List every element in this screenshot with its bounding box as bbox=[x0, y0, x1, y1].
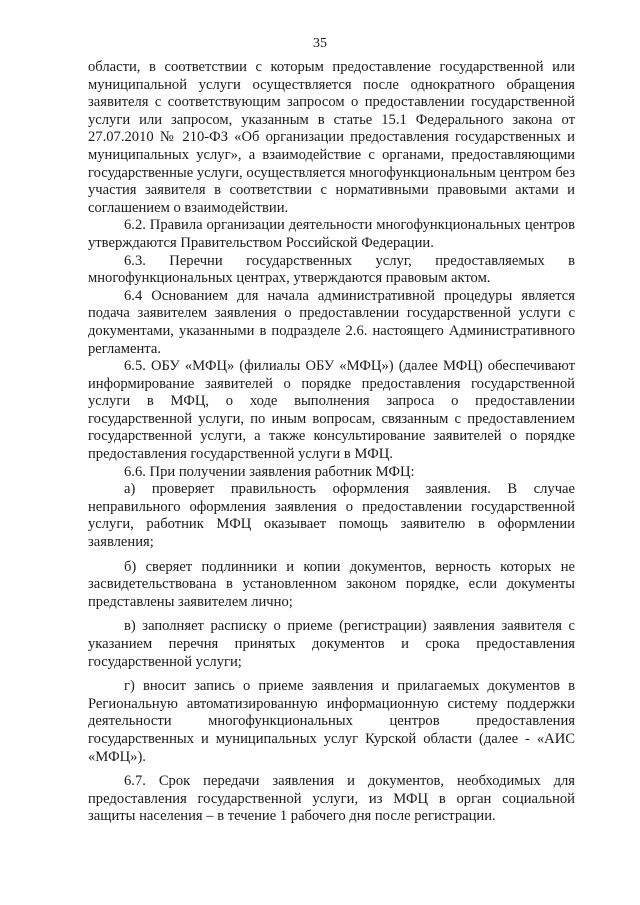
paragraph-6-4: 6.4 Основанием для начала административной процедуры является подача заявителем заявления о предоставлении государственной услуги с документами, указанными в подразделе 2.6. настоящего Административного регламента. bbox=[88, 287, 575, 357]
paragraph-6-7: 6.7. Срок передачи заявления и документов, необходимых для предоставления государственной услуги, из МФЦ в орган социальной защиты населения – в течение 1 рабочего дня после регистрации. bbox=[88, 773, 575, 825]
list-item-a: а) проверяет правильность оформления заявления. В случае неправильного оформления заявления о предоставлении государственной услуги, работник МФЦ оказывает помощь заявителю в оформлении заявления; bbox=[88, 481, 575, 551]
list-item-v: в) заполняет расписку о приеме (регистрации) заявления заявителя с указанием перечня принятых документов и срока предоставления государственной услуги; bbox=[88, 618, 575, 670]
list-item-b: б) сверяет подлинники и копии документов, верность которых не засвидетельствована в установленном законом порядке, если документы представлены заявителем лично; bbox=[88, 558, 575, 610]
paragraph-continuation: области, в соответствии с которым предоставление государственной или муниципальной услуги осуществляется после однократного обращения заявителя с соответствующим запросом о предоставлении государственной услуги или запросом, указанным в статье 15.1 Федерального закона от 27.07.2010 № 210-ФЗ «Об организации предоставления государственных и муниципальных услуг», а взаимодействие с органами, предоставляющими государственные услуги, осуществляется многофункциональным центром без участия заявителя в соответствии с нормативными правовыми актами и соглашением о взаимодействии. bbox=[88, 59, 575, 216]
paragraph-6-6: 6.6. При получении заявления работник МФЦ: bbox=[124, 463, 415, 480]
list-item-g: г) вносит запись о приеме заявления и прилагаемых документов в Региональную автоматизированную информационную систему поддержки деятельности многофункциональных центров предоставления государственных и муниципальных услуг Курской области (далее - «АИС «МФЦ»). bbox=[88, 678, 575, 765]
paragraph-6-5: 6.5. ОБУ «МФЦ» (филиалы ОБУ «МФЦ») (далее МФЦ) обеспечивают информирование заявителей о порядке предоставления государственной услуги в МФЦ, о ходе выполнения запроса о предоставлении государственной услуги, по иным вопросам, связанным с предоставлением государственной услуги, а также консультирование заявителей о порядке предоставления государственной услуги в МФЦ. bbox=[88, 358, 575, 463]
paragraph-6-2: 6.2. Правила организации деятельности многофункциональных центров утверждаются Правительством Российской Федерации. bbox=[88, 217, 575, 251]
document-body bbox=[88, 59, 575, 826]
page-number: 35 bbox=[313, 36, 327, 51]
paragraph-6-3: 6.3. Перечни государственных услуг, предоставляемых в многофункциональных центрах, утверждаются правовым актом. bbox=[88, 252, 575, 287]
